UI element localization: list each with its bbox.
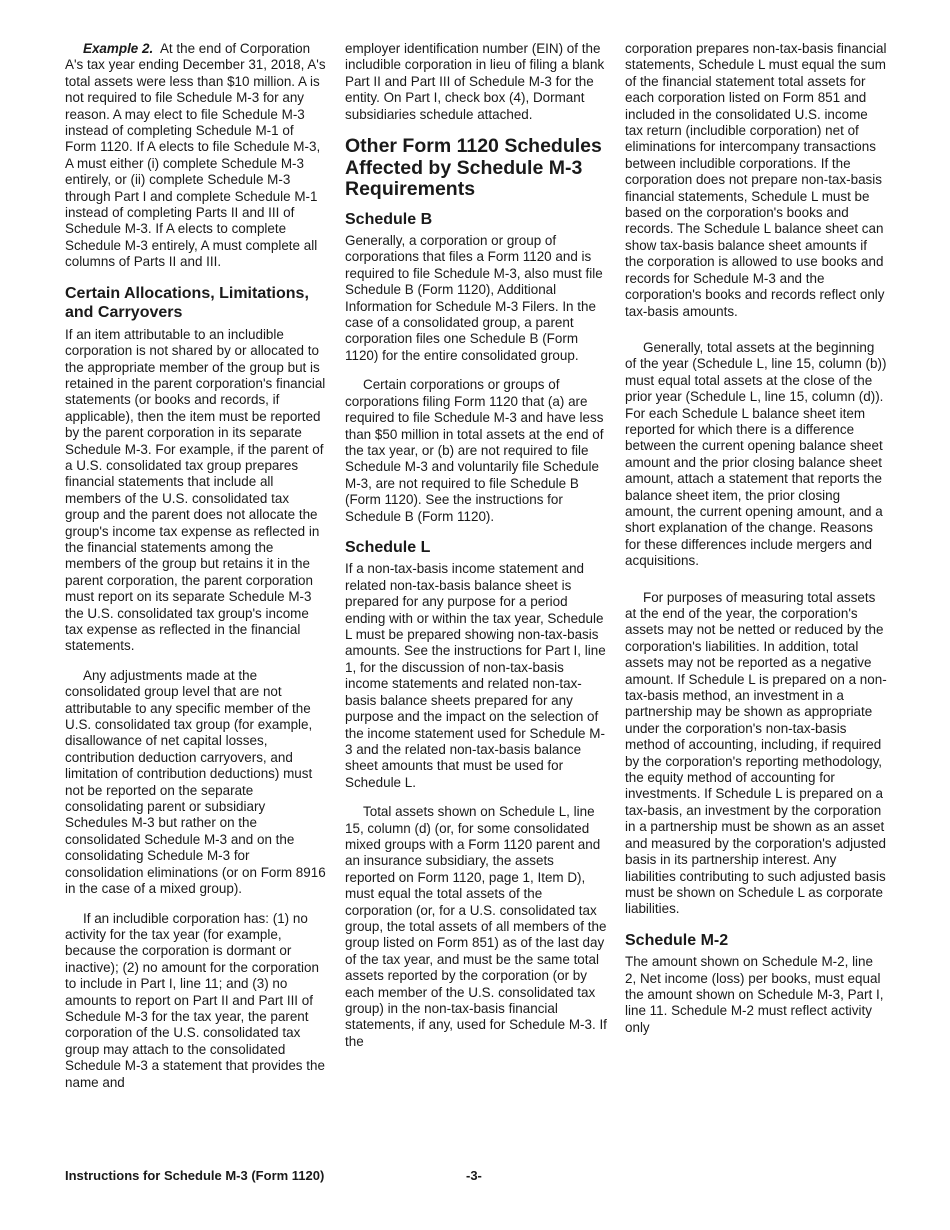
schedule-l-paragraph-1: If a non-tax-basis income statement and related non-tax-basis balance sheet is prepared for any purpose for a period ending with or within the tax year, Schedule L must be prepared showing non-tax-basis amounts. See the instructions for Part I, line 1, for the discussion of non-tax-basis income statements and related non-tax-basis balance sheets prepared for any purpose and the impact on the selection of the income statement used for Schedule M-3 and the related non-tax-basis balance sheet amounts that must be used for Schedule L. <box>345 561 606 790</box>
continued-paragraph: employer identification number (EIN) of the includible corporation in lieu of filing a blank Part II and Part III of Schedule M-3 for the entity. On Part I, check box (4), Dormant subsidiaries schedule attached. <box>345 41 605 122</box>
example-text: At the end of Corporation A's tax year ending December 31, 2018, A's total assets were less than $10 million. A is not required to file Schedule M-3 for any reason. A may elect to file Schedule M-3 instead of completing Schedule M-1 of Form 1120. If A elects to file Schedule M-3, A must either (i) complete Schedule M-3 entirely, or (ii) complete Schedule M-3 through Part I and complete Schedule M-1 instead of completing Parts II and III of Schedule M-3. If A elects to complete Schedule M-3 entirely, A must complete all columns of Parts II and III. <box>65 41 326 270</box>
schedule-l-paragraph-3: Generally, total assets at the beginning of the year (Schedule L, line 15, column (b)) must equal total assets at the close of the prior year (Schedule L, line 15, column (d)). For each Schedule L balance sheet item reported for which there is a difference between the current opening balance sheet amount and the prior closing balance sheet amount, attach a statement that reports the balance sheet item, the prior closing amount, the current opening amount, and a short explanation of the change. Reasons for these differences include mergers and acquisitions. <box>625 339 887 569</box>
schedule-b-paragraph-2: Certain corporations or groups of corporations filing Form 1120 that (a) are required to file Schedule M-3 and have less than $50 million in total assets at the end of the tax year, or (b) are not required to file Schedule M-3 and voluntarily file Schedule M-3, are not required to file Schedule B (Form 1120). See the instructions for Schedule B (Form 1120). <box>345 377 604 524</box>
schedule-l-paragraph-4: For purposes of measuring total assets at the end of the year, the corporation's assets may not be netted or reduced by the corporation's liabilities. In addition, total assets may not be reported as a negative amount. If Schedule L is prepared on a non-tax-basis method, an investment in a partnership may be shown as appropriate under the corporation's non-tax-basis method of accounting, including, if required by the corporation's reporting methodology, the equity method of accounting for investments. If Schedule L is prepared on a tax-basis, an investment by the corporation in a partnership must be shown as an asset and measured by the corporation's adjusted basis in its partnership interest. Any liabilities contributing to such adjusted basis must be shown on Schedule L as corporate liabilities. <box>625 589 887 917</box>
heading-schedule-b: Schedule B <box>345 210 433 228</box>
schedule-l-continued-paragraph: corporation prepares non-tax-basis financial statements, Schedule L must equal the sum of the financial statement total assets for each corporation listed on Form 851 and included in the consolidated U.S. income tax return (includible corporation) net of eliminations for intercompany transactions between includible corporations. If the corporation does not prepare non-tax-basis financial statements, Schedule L must be based on the corporation's books and records. The Schedule L balance sheet can show tax-basis balance sheet amounts if the corporation is allowed to use books and records for Schedule M-3 and the corporation's books and records reflect only tax-basis amounts. <box>625 41 887 319</box>
page-number: -3- <box>466 1168 482 1183</box>
heading-other-schedules: Other Form 1120 Schedules Affected by Schedule M-3 Requirements <box>345 135 602 201</box>
example-label: Example 2. <box>83 41 154 56</box>
heading-allocations: Certain Allocations, Limitations, and Carryovers <box>65 284 309 322</box>
heading-schedule-m2: Schedule M-2 <box>625 931 729 949</box>
example-2-paragraph <box>65 41 327 271</box>
schedule-m2-paragraph-1: The amount shown on Schedule M-2, line 2, Net income (loss) per books, must equal the amount shown on Schedule M-3, Part I, line 11. Schedule M-2 must reflect activity only <box>625 954 884 1035</box>
allocations-paragraph-3: If an includible corporation has: (1) no activity for the tax year (for example, because the corporation is dormant or inactive); (2) no amount for the corporation to include in Part I, line 11; and (3) no amounts to report on Part II and Part III of Schedule M-3 for the tax year, the parent corporation of the U.S. consolidated tax group may attach to the consolidated Schedule M-3 a statement that provides the name and <box>65 910 325 1090</box>
footer-title: Instructions for Schedule M-3 (Form 1120) <box>65 1168 325 1183</box>
column-3 <box>625 41 887 1049</box>
heading-schedule-l: Schedule L <box>345 538 431 556</box>
column-2 <box>345 41 607 1063</box>
schedule-l-paragraph-2: Total assets shown on Schedule L, line 15, column (d) (or, for some consolidated mixed groups with a Form 1120 parent and an insurance subsidiary, the assets reported on Form 1120, page 1, Item D), must equal the total assets of the corporation (or, for a U.S. consolidated tax group, the total assets of all members of the group listed on Form 851) as of the last day of the tax year, and must be the same total assets reported by the corporation (or by each member of the U.S. consolidated tax group) in the non-tax-basis financial statements, if any, used for Schedule M-3. If the <box>345 804 607 1049</box>
schedule-b-paragraph-1: Generally, a corporation or group of corporations that files a Form 1120 and is required to file Schedule M-3, also must file Schedule B (Form 1120), Additional Information for Schedule M-3 Filers. In the case of a consolidated group, a parent corporation files one Schedule B (Form 1120) for the entire consolidated group. <box>345 233 603 363</box>
allocations-paragraph-2: Any adjustments made at the consolidated group level that are not attributable to any specific member of the U.S. consolidated tax group (for example, disallowance of net capital losses, contribution deduction carryovers, and limitation of contribution deductions) must not be reported on the separate consolidating parent or subsidiary Schedules M-3 but rather on the consolidated Schedule M-3 and on the consolidating Schedule M-3 for consolidation eliminations (or on Form 8916 in the case of a mixed group). <box>65 667 326 897</box>
column-1 <box>65 41 327 1104</box>
allocations-paragraph-1: If an item attributable to an includible corporation is not shared by or allocated to the appropriate member of the group but is retained in the parent corporation's financial statements (or books and records, if applicable), then the item must be reported by the parent corporation in its separate Schedule M-3. For example, if the parent of a U.S. consolidated tax group prepares financial statements that include all members of the U.S. consolidated tax group and the parent does not allocate the group's income tax expense as reflected in the financial statements among the members of the group but retains it in the parent corporation, the parent corporation must report on its separate Schedule M-3 the U.S. consolidated tax group's income tax expense as reflected in the financial statements. <box>65 326 326 654</box>
